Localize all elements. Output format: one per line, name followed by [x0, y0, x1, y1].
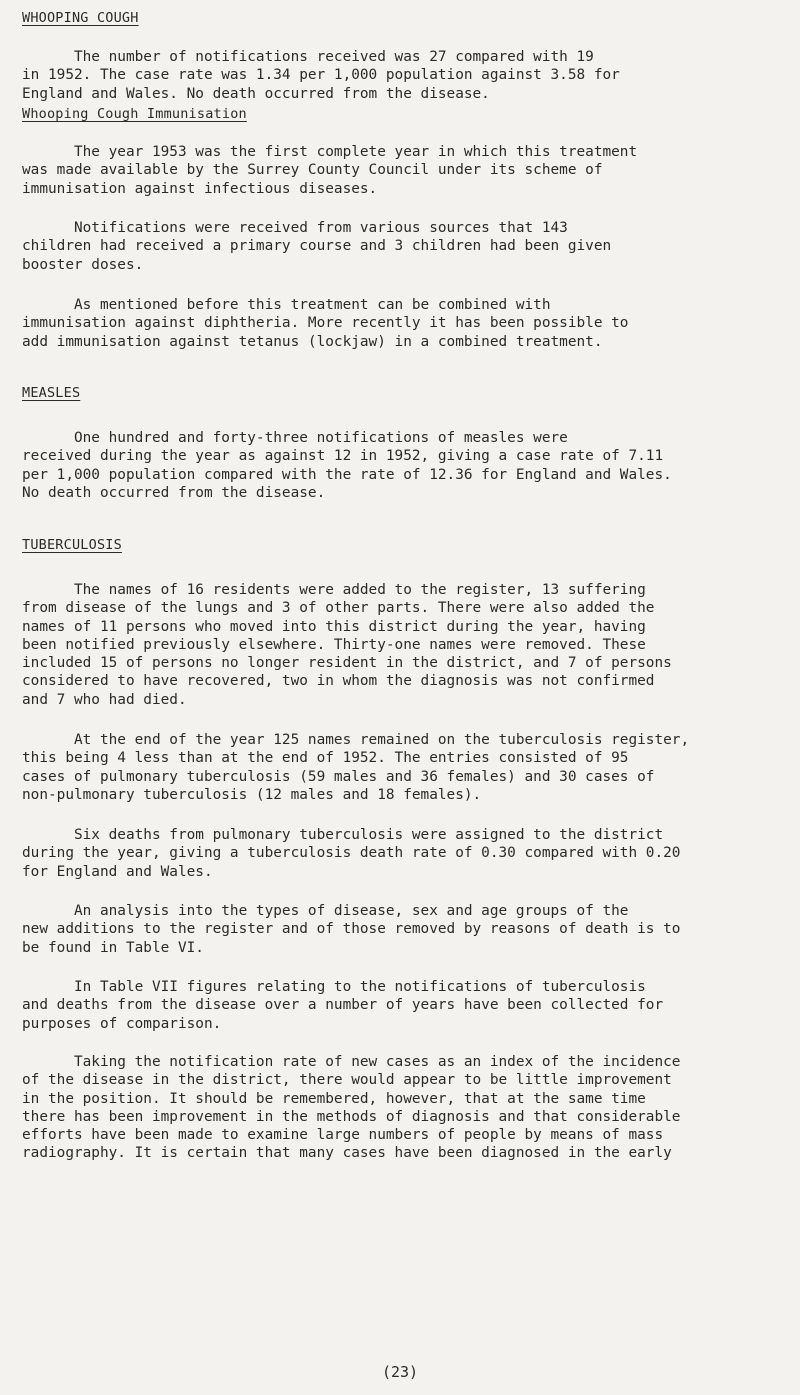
heading-whooping-cough: WHOOPING COUGH [22, 10, 139, 26]
paragraph-tuberculosis-4: An analysis into the types of disease, sex and age groups of the new additions to the register and of those removed by reasons of death is to be found in Table VI. [22, 903, 681, 956]
paragraph-tuberculosis-1: The names of 16 residents were added to the register, 13 suffering from disease of the lungs and 3 of other parts. There were also added the names of 11 persons who moved into this district during the year, having been notified previously elsewhere. Thirty-one names were removed. These included 15 of persons no longer resident in the district, and 7 of persons considered to have recovered, two in whom the diagnosis was not confirmed and 7 who had died. [22, 582, 672, 708]
paragraph-tuberculosis-3: Six deaths from pulmonary tuberculosis were assigned to the district during the year, giving a tuberculosis death rate of 0.30 compared with 0.20 for England and Wales. [22, 827, 681, 880]
paragraph-measles-1: One hundred and forty-three notifications of measles were received during the year as against 12 in 1952, giving a case rate of 7.11 per 1,000 population compared with the rate of 12.36 for England and Wales. No death occurred from the disease. [22, 430, 672, 501]
page-number: (23) [381, 1363, 419, 1381]
heading-whooping-cough-immunisation: Whooping Cough Immunisation [22, 106, 247, 122]
paragraph-tuberculosis-5: In Table VII figures relating to the notifications of tuberculosis and deaths from the disease over a number of years have been collected for purposes of comparison. [22, 979, 664, 1032]
paragraph-immunisation-2: Notifications were received from various sources that 143 children had received a primary course and 3 children had been given booster doses. [22, 220, 612, 273]
heading-measles: MEASLES [22, 385, 81, 401]
paragraph-tuberculosis-6: Taking the notification rate of new cases as an index of the incidence of the disease in the district, there would appear to be little improvement in the position. It should be remembered, however, that at the same time there has been improvement in the methods of diagnosis and that considerable efforts have been made to examine large numbers of people by means of mass radiography. It is certain that many cases have been diagnosed in the early [22, 1054, 681, 1162]
paragraph-immunisation-3: As mentioned before this treatment can be combined with immunisation against diphtheria. More recently it has been possible to add immunisation against tetanus (lockjaw) in a combined treatment. [22, 297, 629, 350]
paragraph-immunisation-1: The year 1953 was the first complete year in which this treatment was made available by the Surrey County Council under its scheme of immunisation against infectious diseases. [22, 144, 638, 197]
paragraph-tuberculosis-2: At the end of the year 125 names remained on the tuberculosis register, this being 4 less than at the end of 1952. The entries consisted of 95 cases of pulmonary tuberculosis (59 males and 36 females) and 30 cases of non-pulmonary tuberculosis (12 males and 18 females). [22, 732, 690, 803]
heading-tuberculosis: TUBERCULOSIS [22, 537, 122, 553]
paragraph-whooping-cough-1: The number of notifications received was 27 compared with 19 in 1952. The case rate was 1.34 per 1,000 population against 3.58 for England and Wales. No death occurred from the disease. [22, 49, 620, 102]
